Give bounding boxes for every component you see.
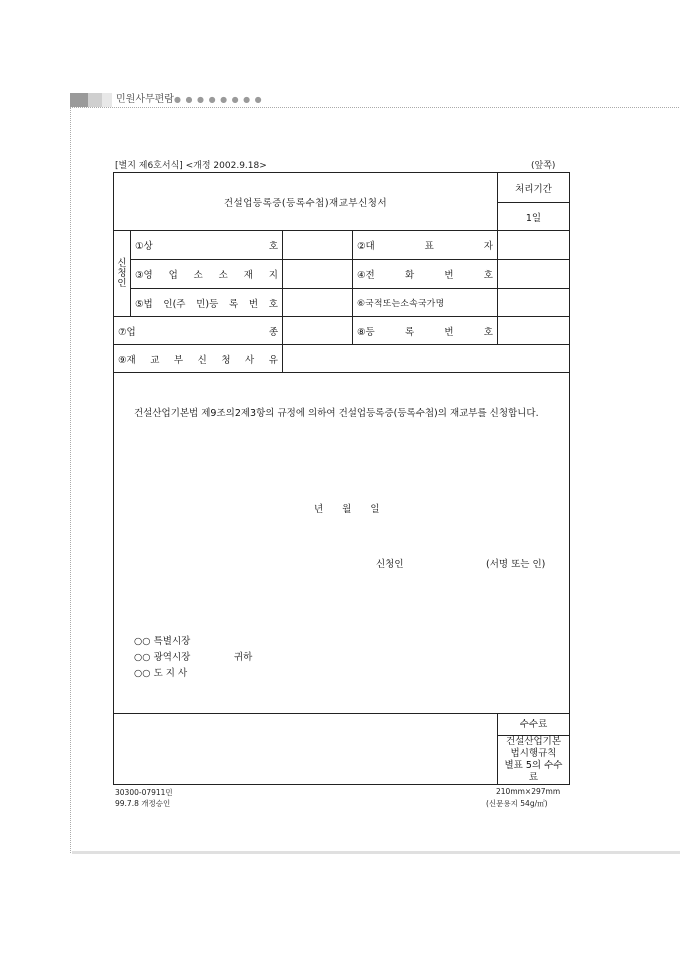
field-company-name-label: ①상 호 [131, 231, 283, 260]
applicant-label: 신 청 인 [114, 231, 131, 317]
processing-period-value: 1일 [498, 203, 570, 231]
form-number: 30300-07911민 [115, 788, 173, 797]
addressee-city-mayor: ○○ 광역시장 [134, 652, 191, 663]
header-bar-mid [88, 93, 102, 107]
field-phone-label: ④전 화 번 호 [353, 260, 498, 289]
paper-type: (신문용지 54g/㎡) [486, 799, 548, 808]
field-phone-value[interactable] [498, 260, 570, 289]
field-office-address-value[interactable] [283, 260, 353, 289]
field-nationality-label: ⑥국적또는소속국가명 [353, 289, 498, 317]
field-registration-number-label: ⑤법 인(주 민)등 록 번 호 [131, 289, 283, 317]
paper-size: 210mm×297mm [496, 787, 561, 796]
manual-header [70, 93, 680, 107]
field-representative-value[interactable] [498, 231, 570, 260]
signature-label: 신청인 [376, 559, 404, 570]
fee-value: 건설산업기본법시행규칙 별표 5의 수수료 [498, 736, 570, 785]
field-office-address-label: ③영 업 소 소 재 지 [131, 260, 283, 289]
field-nationality-value[interactable] [498, 289, 570, 317]
form-approval: 99.7.8 개정승인 [115, 799, 171, 808]
field-company-name-value[interactable] [283, 231, 353, 260]
field-business-type-value[interactable] [283, 317, 353, 345]
date-line: 년 월 일 [314, 504, 380, 515]
header-dots: ● ● ● ● ● ● ● ● [174, 95, 263, 104]
fee-label: 수수료 [498, 714, 570, 736]
declaration-text: 건설산업기본법 제9조의2제3항의 규정에 의하여 건설업등록증(등록수첩)의 재교부를 신청합니다. [134, 408, 539, 419]
field-representative-label: ②대 표 자 [353, 231, 498, 260]
manual-title: 민원사무편람 [116, 94, 174, 105]
form-reference: [별지 제6호서식] <개정 2002.9.18> [115, 161, 267, 171]
page-bottom-bar [72, 851, 680, 854]
form-title: 건설업등록증(등록수첩)재교부신청서 [114, 173, 498, 231]
field-registration-number-value[interactable] [283, 289, 353, 317]
addressee-metro-mayor: ○○ 특별시장 [134, 636, 191, 647]
form-side-label: (앞쪽) [531, 161, 556, 171]
header-bar-light [102, 93, 112, 107]
signature-note: (서명 또는 인) [486, 559, 546, 570]
field-business-type-label: ⑦업 종 [114, 317, 283, 345]
field-reissue-reason-label: ⑨재 교 부 신 청 사 유 [114, 345, 283, 373]
declaration-section [114, 373, 570, 714]
fee-blank [114, 714, 498, 785]
addressee-governor: ○○ 도 지 사 [134, 668, 188, 679]
processing-period-label: 처리기간 [498, 173, 570, 203]
header-bar-dark [70, 93, 88, 107]
application-form [113, 172, 570, 785]
field-license-number-value[interactable] [498, 317, 570, 345]
addressee-honorific: 귀하 [234, 652, 253, 663]
field-license-number-label: ⑧등 록 번 호 [353, 317, 498, 345]
field-reissue-reason-value[interactable] [283, 345, 570, 373]
